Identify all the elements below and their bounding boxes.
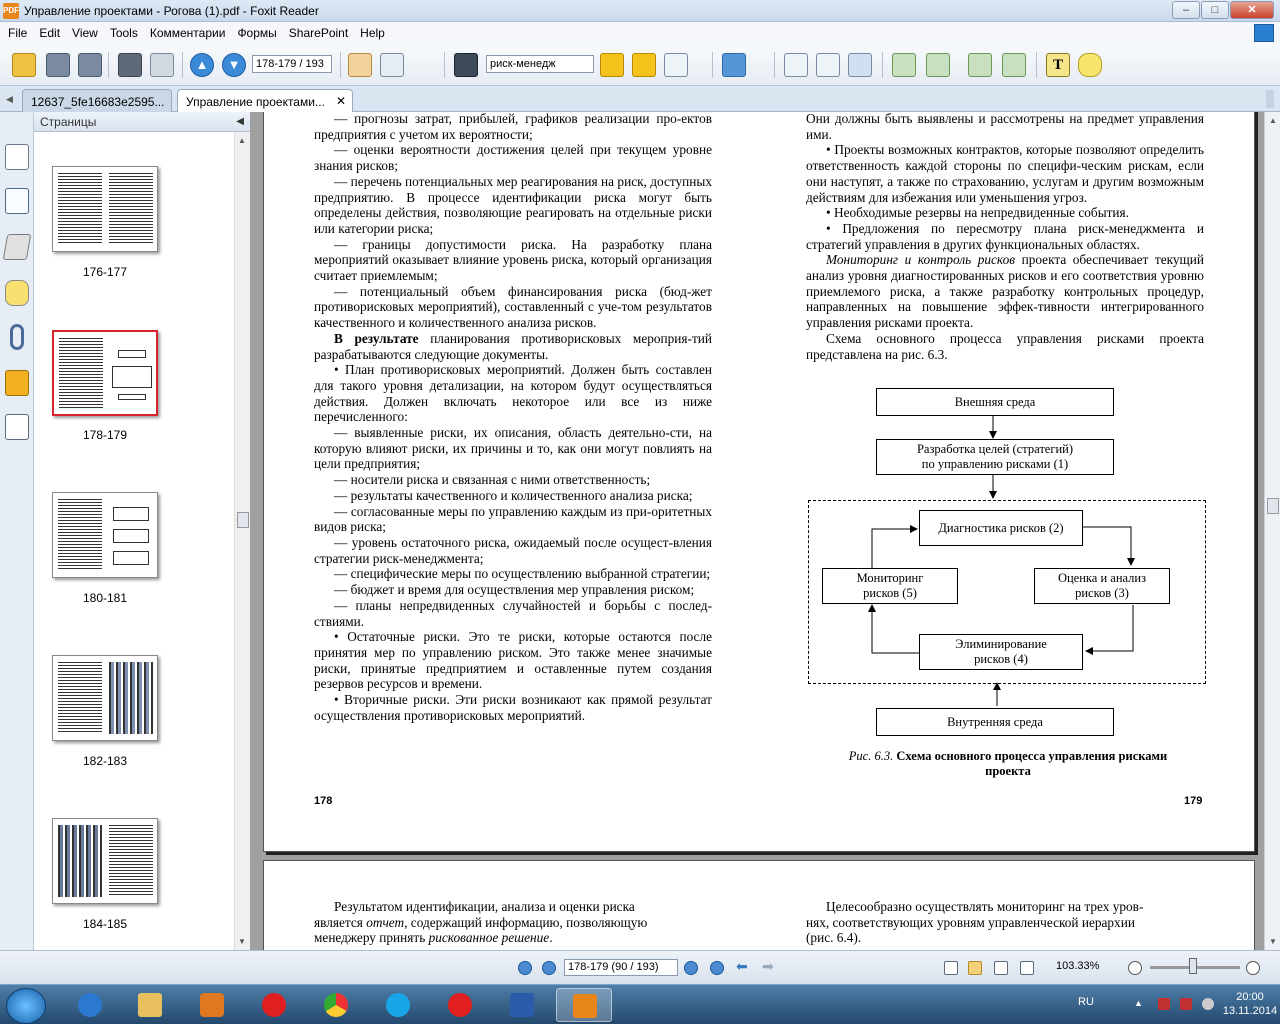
toolbar-separator bbox=[340, 52, 341, 78]
text-run: является bbox=[314, 914, 367, 930]
find-next-icon[interactable] bbox=[632, 53, 656, 77]
menu-view[interactable]: View bbox=[72, 26, 98, 40]
paragraph: • Остаточные риски. Это те риски, которые остаются после принятия мер по управлению риском. Это также менее значимые риски, принятые предприятием и оставленные путем создания резервов ресурсов и времени. bbox=[314, 629, 712, 692]
binoculars-icon[interactable] bbox=[454, 53, 478, 77]
prev-page-icon[interactable]: ▲ bbox=[190, 53, 214, 77]
thumbnail-label: 184-185 bbox=[82, 917, 128, 931]
risk-monitoring-box bbox=[822, 568, 958, 604]
italic-lead: Мониторинг и контроль рисков bbox=[826, 252, 1016, 268]
menu-help[interactable]: Help bbox=[360, 26, 385, 40]
paragraph: • План противорисковых мероприятий. Должен быть составлен для такого уровня детализации, на котором будут осуществляться действия. Должен включать некоторое или все из ниже перечисленного: bbox=[314, 362, 712, 425]
tab-bar bbox=[0, 86, 1280, 112]
window-controls bbox=[1171, 1, 1274, 19]
page-spread-178-179 bbox=[263, 112, 1255, 852]
risk-process-diagram-connectors bbox=[264, 112, 1256, 853]
paragraph-rest: планирования противорисковых мероприя-тий разрабатываются следующие документы. bbox=[314, 330, 712, 362]
search-input[interactable]: риск-менедж bbox=[486, 55, 594, 73]
risk-assessment-box bbox=[1034, 568, 1170, 604]
document-view[interactable] bbox=[250, 112, 1264, 950]
box-label: Внешняя среда bbox=[954, 394, 1036, 409]
select-text-icon[interactable] bbox=[380, 53, 404, 77]
file-explorer-icon bbox=[138, 993, 162, 1017]
taskbar-chrome[interactable] bbox=[308, 988, 364, 1022]
menu-comments[interactable]: Комментарии bbox=[149, 26, 226, 40]
paragraph: — оценки вероятности достижения целей при текущем уровне знания рисков; bbox=[314, 142, 712, 174]
thumb-diagram-box bbox=[118, 350, 146, 358]
thumb-page-left bbox=[59, 338, 103, 410]
clock-date: 13.11.2014 bbox=[1222, 1005, 1278, 1017]
close-tab-icon[interactable]: ✕ bbox=[335, 94, 346, 108]
foxit-app-icon[interactable]: PDF bbox=[3, 3, 19, 19]
paragraph: — бюджет и время для осуществления мер управления риском; bbox=[334, 582, 695, 598]
hand-tool-icon[interactable] bbox=[348, 53, 372, 77]
box-label: Элиминирование bbox=[955, 637, 1047, 651]
toolbar-separator bbox=[108, 52, 109, 78]
window-title: Управление проектами - Рогова (1).pdf - Foxit Reader bbox=[24, 4, 319, 18]
paragraph: — границы допустимости риска. На разработку плана мероприятий оказывает влияние уровень риска, который организация считает приемлемым; bbox=[314, 236, 712, 284]
network-icon[interactable] bbox=[1158, 998, 1170, 1010]
taskbar-media[interactable] bbox=[184, 988, 240, 1022]
pages-icon[interactable] bbox=[5, 144, 29, 170]
rotate-icon[interactable] bbox=[722, 53, 746, 77]
box-label: Разработка целей (стратегий) bbox=[916, 442, 1074, 456]
foxit-reader-icon bbox=[573, 994, 597, 1018]
thumb-page-left bbox=[58, 825, 102, 897]
next-right-text bbox=[806, 899, 1204, 946]
media-player-icon bbox=[200, 993, 224, 1017]
title-bar bbox=[0, 0, 1280, 22]
paragraph: — результаты качественного и количественного анализа риска; bbox=[334, 487, 693, 503]
first-page-icon[interactable] bbox=[518, 961, 532, 975]
open-folder-icon[interactable] bbox=[12, 53, 36, 77]
paragraph: — выявленные риски, их описания, область деятельно-сти, на которую влияют риски, их причины и то, как они могут повлиять на цели предприятия; bbox=[314, 425, 712, 472]
save-as-icon[interactable] bbox=[78, 53, 102, 77]
internet-explorer-icon bbox=[78, 993, 102, 1017]
comments-icon[interactable] bbox=[5, 280, 29, 306]
text-run: , содержащий информацию, позволяющую bbox=[404, 914, 648, 930]
toolbar bbox=[0, 44, 1280, 86]
text-run: . bbox=[549, 930, 553, 946]
single-page-icon[interactable] bbox=[944, 961, 958, 975]
pages-panel-title: Страницы bbox=[40, 115, 97, 129]
zoom-out-icon[interactable] bbox=[1128, 961, 1142, 975]
box-label: рисков (5) bbox=[863, 586, 917, 600]
toolbar-separator bbox=[1036, 52, 1037, 78]
menu-forms[interactable]: Формы bbox=[237, 26, 277, 40]
select-arrow-icon[interactable] bbox=[412, 53, 436, 77]
paragraph: Схема основного процесса управления рисками проекта представлена на рис. 6.3. bbox=[806, 330, 1204, 362]
italic-run: рискованное решение bbox=[428, 930, 550, 946]
tab-label: Управление проектами... bbox=[186, 95, 325, 109]
thumb-diagram-box bbox=[113, 507, 149, 521]
pdf-convert-icon[interactable] bbox=[926, 53, 950, 77]
scroll-down-icon[interactable]: ▼ bbox=[1269, 937, 1277, 946]
fit-page-icon[interactable] bbox=[816, 53, 840, 77]
paragraph: — планы непредвиденных случайностей и борьбы с послед-ствиями. bbox=[314, 597, 712, 629]
maximize-button[interactable]: □ bbox=[1201, 1, 1229, 19]
facing-pages-icon[interactable] bbox=[994, 961, 1008, 975]
paragraph: — прогнозы затрат, прибылей, графиков реализации про-ектов предприятия с учетом их вероятности; bbox=[314, 112, 712, 142]
paragraph: — перечень потенциальных мер реагирования на риск, доступных предприятию. В процессе идентификации риска могут быть определены действия, позволяющие реагировать на отдельные риски или категории риска; bbox=[314, 173, 712, 236]
security-icon[interactable] bbox=[5, 370, 29, 396]
bold-lead: В результате bbox=[334, 330, 419, 346]
paragraph: • Вторичные риски. Эти риски возникают как прямой результат осуществления противорисковых мероприятий. bbox=[314, 692, 712, 723]
system-tray bbox=[1060, 985, 1280, 1024]
typewriter-icon[interactable]: T bbox=[1046, 53, 1070, 77]
next-left-text bbox=[314, 899, 712, 946]
tab-label: 12637_5fe16683e2595... bbox=[31, 95, 165, 109]
thumb-page-left bbox=[58, 662, 102, 734]
volume-icon[interactable] bbox=[1202, 998, 1214, 1010]
risk-diagnostics-box bbox=[919, 510, 1083, 546]
paragraph-line: нях, соответствующих уровням управленческой иерархии bbox=[806, 914, 1135, 930]
toolbar-separator bbox=[712, 52, 713, 78]
pages-panel-header bbox=[34, 112, 250, 132]
last-page-icon[interactable] bbox=[710, 961, 724, 975]
language-indicator[interactable]: RU bbox=[1078, 996, 1094, 1008]
status-page-field[interactable]: 178-179 (90 / 193) bbox=[564, 959, 678, 976]
thumb-page-right bbox=[109, 825, 153, 897]
tab-document-2[interactable] bbox=[177, 89, 353, 112]
box-label: Внутренняя среда bbox=[947, 714, 1043, 729]
attachment-icon[interactable] bbox=[10, 324, 24, 350]
print-icon[interactable] bbox=[118, 53, 142, 77]
toolbar-separator bbox=[774, 52, 775, 78]
scroll-up-icon[interactable]: ▲ bbox=[1269, 116, 1277, 125]
skype-icon bbox=[386, 993, 410, 1017]
thumb-page-right bbox=[109, 173, 153, 245]
taskbar-foxit[interactable] bbox=[556, 988, 612, 1022]
paragraph: • Проекты возможных контрактов, которые позволяют определить ответственность каждой стороны по специфи-ческим рискам, если они наступят, а также по страхованию, услугам и другим возможным действиям для избежания или уменьшения угроз. bbox=[806, 142, 1204, 205]
caption-title: Схема основного процесса управления рисками bbox=[893, 749, 1168, 763]
box-label: рисков (4) bbox=[974, 652, 1028, 666]
pages-panel bbox=[34, 112, 250, 950]
zoom-level[interactable]: 103.33% bbox=[1056, 960, 1100, 972]
thumbnail-label: 178-179 bbox=[82, 428, 128, 442]
zoom-in-icon[interactable] bbox=[1246, 961, 1260, 975]
continuous-page-icon[interactable] bbox=[968, 961, 982, 975]
box-label: рисков (3) bbox=[1075, 586, 1129, 600]
paragraph-line bbox=[314, 930, 712, 946]
toolbar-separator bbox=[882, 52, 883, 78]
taskbar-yandex-2[interactable] bbox=[432, 988, 488, 1022]
thumb-diagram-box bbox=[112, 366, 152, 388]
thumbnail-176-177[interactable] bbox=[52, 166, 158, 252]
paragraph: — носители риска и связанная с ними ответственность; bbox=[334, 472, 651, 488]
eraser-icon[interactable] bbox=[3, 234, 32, 260]
yandex-browser-icon bbox=[262, 993, 286, 1017]
thumbnail-label: 182-183 bbox=[82, 754, 128, 768]
goals-strategy-box bbox=[876, 439, 1114, 475]
paragraph: Результатом идентификации, анализа и оценки риска bbox=[334, 899, 635, 914]
sidebar-icon-strip bbox=[0, 112, 34, 950]
box-label: Мониторинг bbox=[856, 571, 924, 585]
taskbar-yandex[interactable] bbox=[246, 988, 302, 1022]
pages-panel-scrollbar[interactable] bbox=[234, 132, 250, 950]
scroll-up-icon[interactable]: ▲ bbox=[238, 136, 246, 145]
menu-bar bbox=[0, 22, 1280, 44]
yandex-icon bbox=[448, 993, 472, 1017]
caption-title-2: проекта bbox=[985, 764, 1031, 778]
paragraph: • Предложения по пересмотру плана риск-менеджмента и стратегий управления в других функциональных областях. bbox=[806, 220, 1204, 252]
scrollbar-thumb[interactable] bbox=[237, 512, 249, 528]
go-back-icon[interactable]: ⬅ bbox=[736, 958, 748, 974]
start-button[interactable] bbox=[6, 988, 46, 1024]
close-button[interactable]: ✕ bbox=[1230, 1, 1274, 19]
figure-caption bbox=[816, 749, 1200, 779]
tab-scroll-right[interactable] bbox=[1266, 90, 1274, 108]
internal-environment-box bbox=[876, 708, 1114, 736]
thumb-page-right bbox=[109, 662, 153, 734]
paragraph-line bbox=[314, 915, 712, 931]
thumbnail-180-181[interactable] bbox=[52, 492, 158, 578]
risk-elimination-box bbox=[919, 634, 1083, 670]
menu-edit[interactable]: Edit bbox=[39, 26, 61, 40]
action-center-icon[interactable] bbox=[1180, 998, 1192, 1010]
paragraph: Они должны быть выявлены и рассмотрены на предмет управления ими. bbox=[806, 112, 1204, 142]
email-icon[interactable] bbox=[150, 53, 174, 77]
pages-panel-icon[interactable] bbox=[5, 188, 29, 214]
paragraph-line: Целесообразно осуществлять мониторинг на трех уров- bbox=[826, 899, 1144, 914]
scrollbar-thumb[interactable] bbox=[1267, 498, 1279, 514]
document-scrollbar[interactable] bbox=[1264, 112, 1280, 950]
thumb-diagram-box bbox=[113, 529, 149, 543]
external-environment-box bbox=[876, 388, 1114, 416]
windows-taskbar bbox=[0, 984, 1280, 1024]
box-label: по управлению рисками (1) bbox=[921, 457, 1069, 471]
download-update-icon[interactable] bbox=[1254, 24, 1274, 42]
page-number-right: 179 bbox=[1184, 795, 1203, 807]
note-icon[interactable] bbox=[1078, 53, 1102, 77]
continuous-facing-icon[interactable] bbox=[1020, 961, 1034, 975]
toolbar-separator bbox=[444, 52, 445, 78]
fit-width-icon[interactable] bbox=[848, 53, 872, 77]
paragraph: — потенциальный объем финансирования риска (бюд-жет противорисковых мероприятий), составленный с уче-том результатов качественного и количественного анализа рисков. bbox=[314, 283, 712, 331]
thumb-page-right bbox=[110, 338, 154, 410]
page-spread-next bbox=[263, 860, 1255, 950]
thumb-page-right bbox=[109, 499, 153, 571]
thumbnail-label: 180-181 bbox=[82, 591, 128, 605]
toolbar-separator bbox=[182, 52, 183, 78]
taskbar-skype[interactable] bbox=[370, 988, 426, 1022]
page-number-left: 178 bbox=[314, 795, 333, 807]
thumb-page-left bbox=[58, 173, 102, 245]
highlight-icon[interactable] bbox=[664, 53, 688, 77]
thumbnail-178-179[interactable] bbox=[52, 330, 158, 416]
paragraph: — уровень остаточного риска, ожидаемый после осущест-вления стратегии риск-менеджмента; bbox=[314, 534, 712, 566]
caption-figure-number: Рис. 6.3. bbox=[848, 749, 894, 763]
clock-time: 20:00 bbox=[1236, 991, 1264, 1003]
menu-sharepoint[interactable]: SharePoint bbox=[288, 26, 349, 40]
tab-document-1[interactable] bbox=[22, 89, 172, 112]
clock[interactable] bbox=[1220, 990, 1280, 1018]
collapse-panel-icon[interactable]: ◀ bbox=[236, 116, 244, 127]
go-forward-icon[interactable]: ➡ bbox=[762, 958, 774, 974]
paragraph-rest: проекта обеспечивает текущий анализ уровня диагностированных рисков и его соответствия уровню приемлемого риска, а также разработку контрольных процедур, направленных на повышение эффек-тивности интегрированного управления рисками проекта. bbox=[806, 252, 1204, 331]
thumbnail-label: 176-177 bbox=[82, 265, 128, 279]
italic-run: отчет bbox=[366, 914, 405, 930]
paragraph: — специфические меры по осуществлению выбранной стратегии; bbox=[334, 566, 711, 582]
word-icon bbox=[510, 993, 534, 1017]
paragraph: • Необходимые резервы на непредвиденные события. bbox=[826, 205, 1129, 221]
taskbar-word[interactable] bbox=[494, 988, 550, 1022]
menu-file[interactable]: File bbox=[8, 26, 28, 40]
thumb-page-left bbox=[58, 499, 102, 571]
box-label: Диагностика рисков (2) bbox=[938, 520, 1064, 535]
paragraph-line: (рис. 6.4). bbox=[806, 930, 862, 946]
text-run: менеджеру принять bbox=[314, 930, 429, 946]
chrome-icon bbox=[324, 993, 348, 1017]
thumb-diagram-box bbox=[118, 394, 146, 400]
save-icon[interactable] bbox=[46, 53, 70, 77]
show-hidden-icons-icon[interactable]: ▲ bbox=[1134, 998, 1143, 1008]
scroll-down-icon[interactable]: ▼ bbox=[238, 937, 246, 946]
actual-size-icon[interactable] bbox=[784, 53, 808, 77]
find-prev-icon[interactable] bbox=[600, 53, 624, 77]
next-page-icon[interactable]: ▼ bbox=[222, 53, 246, 77]
thumb-diagram-box bbox=[113, 551, 149, 565]
taskbar-ie[interactable] bbox=[62, 988, 118, 1022]
box-label: Оценка и анализ bbox=[1057, 571, 1147, 585]
next-page-icon[interactable] bbox=[684, 961, 698, 975]
create-pdf-icon[interactable] bbox=[892, 53, 916, 77]
minimize-button[interactable]: – bbox=[1172, 1, 1200, 19]
thumbnail-184-185[interactable] bbox=[52, 818, 158, 904]
menu-tools[interactable]: Tools bbox=[109, 26, 138, 40]
pdf-from-scan-icon[interactable] bbox=[968, 53, 992, 77]
previous-page-icon[interactable] bbox=[542, 961, 556, 975]
thumbnail-182-183[interactable] bbox=[52, 655, 158, 741]
page-number-field[interactable]: 178-179 / 193 bbox=[252, 55, 332, 73]
paragraph: — согласованные меры по управлению каждым из при-оритетных видов риска; bbox=[314, 503, 712, 535]
taskbar-explorer[interactable] bbox=[122, 988, 178, 1022]
zoom-slider-handle[interactable] bbox=[1189, 958, 1197, 974]
tab-scroll-left-icon[interactable]: ◀ bbox=[6, 94, 13, 104]
pdf-export-icon[interactable] bbox=[1002, 53, 1026, 77]
signature-icon[interactable] bbox=[5, 414, 29, 440]
